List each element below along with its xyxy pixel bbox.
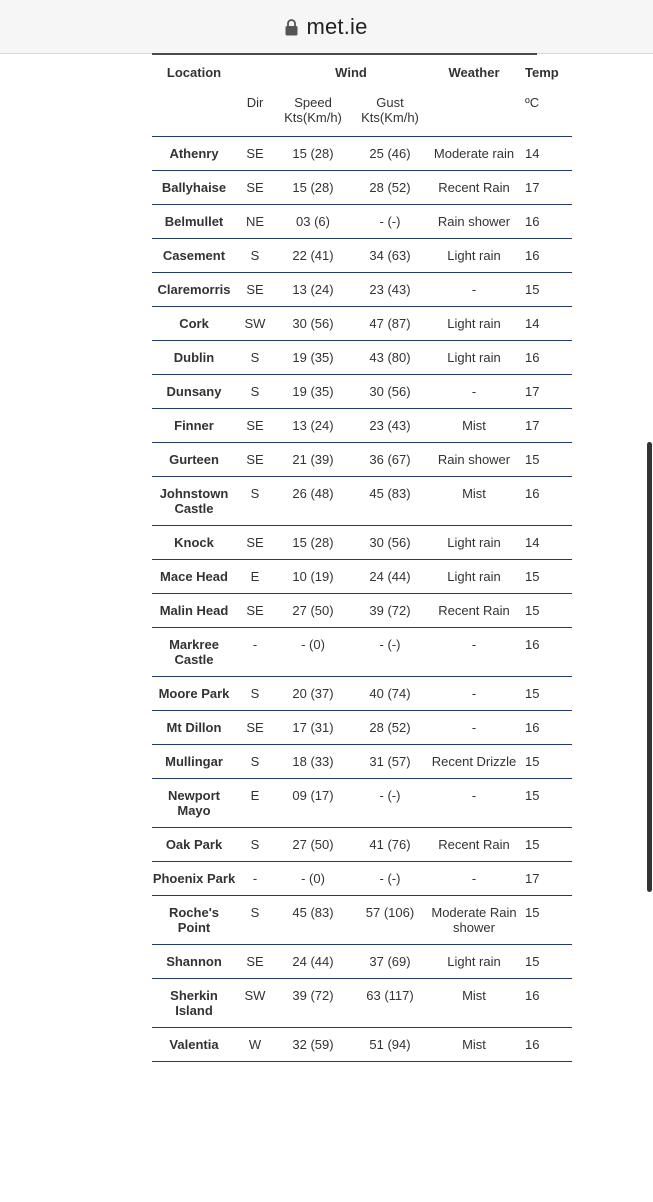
table-row (152, 711, 572, 745)
dir-cell: NE (245, 214, 265, 229)
dir-cell: E (250, 569, 260, 584)
gust-cell: 37 (69) (369, 954, 411, 969)
temp-cell: 15 (525, 452, 540, 467)
dir-cell: SE (246, 720, 264, 735)
address-bar-content (285, 14, 367, 40)
speed-cell: 10 (19) (292, 569, 334, 584)
gust-cell: 28 (52) (369, 720, 411, 735)
weather-cell: Mist (462, 486, 486, 501)
dir-cell: SE (246, 282, 264, 297)
weather-cell: Recent Rain (438, 837, 510, 852)
dir-cell: SE (246, 954, 264, 969)
table-row (152, 828, 572, 862)
gust-cell: 23 (43) (369, 282, 411, 297)
temp-cell: 16 (525, 486, 540, 501)
location-cell: Finner (174, 418, 214, 433)
speed-cell: 26 (48) (292, 486, 334, 501)
table-body (152, 137, 572, 1062)
weather-cell: Light rain (447, 569, 501, 584)
speed-cell: 45 (83) (292, 905, 334, 920)
gust-cell: 45 (83) (369, 486, 411, 501)
dir-cell: SE (246, 452, 264, 467)
speed-cell: 13 (24) (292, 418, 334, 433)
location-cell: Mace Head (160, 569, 228, 584)
weather-cell: Rain shower (437, 452, 511, 467)
location-cell: Newport Mayo (168, 788, 220, 818)
location-cell: Dublin (173, 350, 215, 365)
weather-cell: Recent Rain (438, 180, 510, 195)
location-cell: Sherkin Island (170, 988, 218, 1018)
temp-cell: 17 (525, 180, 540, 195)
gust-cell: 31 (57) (369, 754, 411, 769)
dir-cell: W (248, 1037, 262, 1052)
temp-cell: 17 (525, 384, 540, 399)
scrollbar-thumb[interactable] (647, 442, 652, 892)
temp-cell: 15 (525, 569, 540, 584)
table-row (152, 560, 572, 594)
table-row (152, 862, 572, 896)
header-location: Location (166, 65, 222, 80)
header-speed: Speed Kts(Km/h) (284, 95, 342, 125)
speed-cell: 15 (28) (292, 180, 334, 195)
location-cell: Phoenix Park (152, 871, 236, 886)
dir-cell: SW (244, 316, 266, 331)
gust-cell: - (-) (379, 788, 401, 803)
table-row (152, 477, 572, 526)
gust-cell: 30 (56) (369, 384, 411, 399)
header-weather: Weather (448, 65, 500, 80)
weather-cell: Moderate rain (433, 146, 515, 161)
location-cell: Mt Dillon (166, 720, 222, 735)
speed-cell: 03 (6) (296, 214, 330, 229)
temp-cell: 16 (525, 214, 540, 229)
dir-cell: SE (246, 418, 264, 433)
header-row-2 (152, 95, 572, 137)
gust-cell: 30 (56) (369, 535, 411, 550)
gust-cell: 47 (87) (369, 316, 411, 331)
location-cell: Knock (174, 535, 214, 550)
dir-cell: SE (246, 180, 264, 195)
location-cell: Malin Head (159, 603, 229, 618)
gust-cell: 41 (76) (369, 837, 411, 852)
gust-cell: 36 (67) (369, 452, 411, 467)
temp-cell: 14 (525, 316, 540, 331)
table-row (152, 945, 572, 979)
speed-cell: 20 (37) (292, 686, 334, 701)
table-row (152, 375, 572, 409)
temp-cell: 14 (525, 535, 540, 550)
location-cell: Athenry (169, 146, 219, 161)
speed-cell: 24 (44) (292, 954, 334, 969)
table-row (152, 443, 572, 477)
observations-table (152, 55, 572, 1062)
dir-cell: - (252, 871, 258, 886)
speed-cell: 17 (31) (292, 720, 334, 735)
weather-cell: Mist (462, 988, 486, 1003)
location-cell: Moore Park (158, 686, 230, 701)
dir-cell: SE (246, 535, 264, 550)
table-row (152, 137, 572, 171)
table-row (152, 979, 572, 1028)
temp-cell: 16 (525, 248, 540, 263)
location-cell: Dunsany (166, 384, 222, 399)
weather-cell: Mist (462, 1037, 486, 1052)
temp-cell: 16 (525, 350, 540, 365)
speed-cell: 19 (35) (292, 350, 334, 365)
dir-cell: S (250, 754, 260, 769)
weather-cell: - (471, 871, 477, 886)
speed-cell: 30 (56) (292, 316, 334, 331)
weather-cell: Light rain (447, 316, 501, 331)
speed-cell: 15 (28) (292, 535, 334, 550)
speed-cell: 27 (50) (292, 603, 334, 618)
table-row (152, 205, 572, 239)
table-row (152, 409, 572, 443)
table-row (152, 526, 572, 560)
weather-cell: Light rain (447, 248, 501, 263)
table-row (152, 628, 572, 677)
speed-cell: 27 (50) (292, 837, 334, 852)
table-row (152, 273, 572, 307)
table-row (152, 1028, 572, 1062)
dir-cell: SE (246, 146, 264, 161)
table-row (152, 896, 572, 945)
temp-cell: 15 (525, 954, 540, 969)
table-row (152, 677, 572, 711)
speed-cell: 32 (59) (292, 1037, 334, 1052)
temp-cell: 17 (525, 871, 540, 886)
speed-cell: 18 (33) (292, 754, 334, 769)
observations-table-viewport[interactable] (152, 53, 559, 1202)
location-cell: Gurteen (169, 452, 219, 467)
temp-cell: 17 (525, 418, 540, 433)
location-cell: Johnstown Castle (159, 486, 229, 516)
browser-address-bar[interactable] (0, 0, 653, 54)
header-temp-unit: ºC (525, 95, 540, 110)
gust-cell: 23 (43) (369, 418, 411, 433)
header-gust: Gust Kts(Km/h) (361, 95, 419, 125)
speed-cell: - (0) (301, 637, 325, 652)
location-cell: Valentia (169, 1037, 219, 1052)
location-cell: Ballyhaise (161, 180, 227, 195)
dir-cell: - (252, 637, 258, 652)
location-cell: Claremorris (157, 282, 231, 297)
temp-cell: 15 (525, 788, 540, 803)
header-row-1 (152, 55, 572, 95)
speed-cell: - (0) (301, 871, 325, 886)
header-dir: Dir (246, 95, 264, 110)
temp-cell: 16 (525, 1037, 540, 1052)
location-cell: Belmullet (164, 214, 224, 229)
speed-cell: 09 (17) (292, 788, 334, 803)
weather-cell: Light rain (447, 350, 501, 365)
gust-cell: - (-) (379, 871, 401, 886)
speed-cell: 22 (41) (292, 248, 334, 263)
gust-cell: 63 (117) (366, 988, 414, 1003)
location-cell: Casement (162, 248, 226, 263)
gust-cell: 43 (80) (369, 350, 411, 365)
location-cell: Shannon (166, 954, 222, 969)
weather-cell: - (471, 686, 477, 701)
table-row (152, 594, 572, 628)
table-row (152, 171, 572, 205)
location-cell: Mullingar (165, 754, 223, 769)
gust-cell: 51 (94) (369, 1037, 411, 1052)
speed-cell: 21 (39) (292, 452, 334, 467)
weather-cell: - (471, 282, 477, 297)
header-temp: Temp (525, 65, 559, 80)
gust-cell: 34 (63) (369, 248, 411, 263)
weather-cell: Rain shower (437, 214, 511, 229)
temp-cell: 16 (525, 720, 540, 735)
dir-cell: S (250, 905, 260, 920)
weather-cell: Light rain (447, 954, 501, 969)
dir-cell: SW (244, 988, 266, 1003)
table-row (152, 745, 572, 779)
weather-cell: - (471, 637, 477, 652)
table-row (152, 239, 572, 273)
weather-cell: Moderate Rain shower (431, 905, 517, 935)
location-cell: Markree Castle (169, 637, 219, 667)
dir-cell: S (250, 686, 260, 701)
gust-cell: - (-) (379, 214, 401, 229)
weather-cell: Recent Drizzle (431, 754, 517, 769)
temp-cell: 15 (525, 603, 540, 618)
dir-cell: SE (246, 603, 264, 618)
dir-cell: S (250, 248, 260, 263)
table-row (152, 307, 572, 341)
temp-cell: 15 (525, 837, 540, 852)
url-text: met.ie (306, 13, 368, 39)
dir-cell: S (250, 837, 260, 852)
weather-cell: - (471, 788, 477, 803)
weather-cell: Recent Rain (438, 603, 510, 618)
speed-cell: 19 (35) (292, 384, 334, 399)
speed-cell: 39 (72) (292, 988, 334, 1003)
dir-cell: S (250, 486, 260, 501)
header-wind: Wind (335, 65, 367, 80)
temp-cell: 15 (525, 282, 540, 297)
weather-cell: - (471, 720, 477, 735)
lock-icon (285, 18, 298, 36)
dir-cell: S (250, 384, 260, 399)
temp-cell: 14 (525, 146, 540, 161)
temp-cell: 16 (525, 637, 540, 652)
weather-cell: Light rain (447, 535, 501, 550)
gust-cell: 40 (74) (369, 686, 411, 701)
temp-cell: 16 (525, 988, 540, 1003)
gust-cell: 28 (52) (369, 180, 411, 195)
gust-cell: 39 (72) (369, 603, 411, 618)
location-cell: Oak Park (165, 837, 223, 852)
temp-cell: 15 (525, 754, 540, 769)
gust-cell: 57 (106) (365, 905, 415, 920)
gust-cell: 24 (44) (369, 569, 411, 584)
dir-cell: S (250, 350, 260, 365)
location-cell: Roche's Point (168, 905, 220, 935)
speed-cell: 15 (28) (292, 146, 334, 161)
location-cell: Cork (179, 316, 209, 331)
temp-cell: 15 (525, 686, 540, 701)
dir-cell: E (250, 788, 260, 803)
gust-cell: - (-) (379, 637, 401, 652)
weather-cell: - (471, 384, 477, 399)
table-row (152, 779, 572, 828)
temp-cell: 15 (525, 905, 540, 920)
table-row (152, 341, 572, 375)
weather-cell: Mist (462, 418, 486, 433)
speed-cell: 13 (24) (292, 282, 334, 297)
gust-cell: 25 (46) (369, 146, 411, 161)
